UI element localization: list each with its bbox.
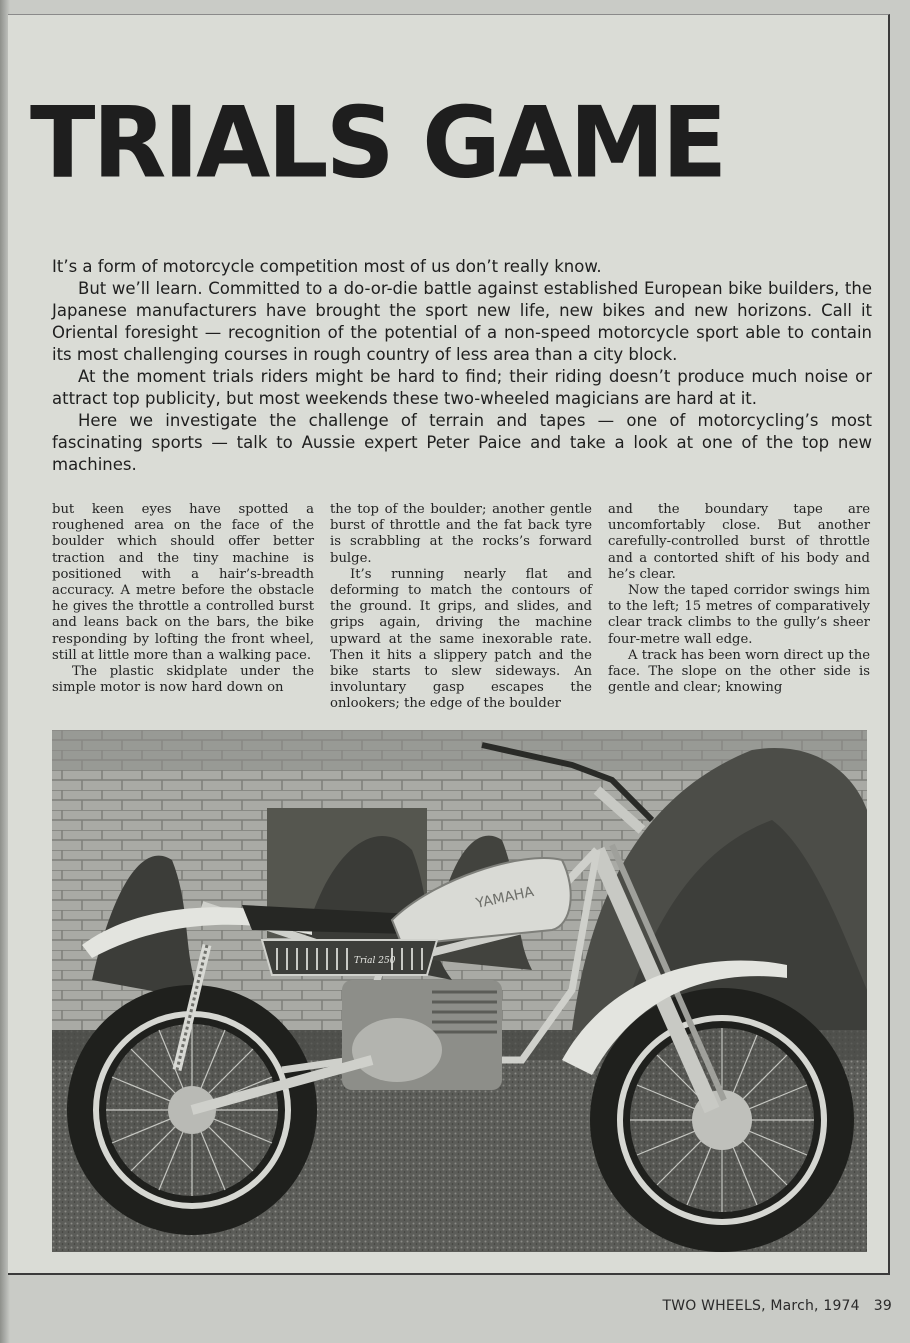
intro-paragraph: It’s a form of motorcycle competition most of us don’t really know. [52,257,602,276]
side-panel-label: Trial 250 [354,956,396,966]
body-column-1 [52,502,314,713]
body-paragraph: Now the taped corridor swings him to the left; 15 metres of comparatively clear track climbs to the gully’s sheer four-metre wall edge. [608,583,870,647]
article-title: TRIALS GAME [30,85,725,201]
body-paragraph: the top of the boulder; another gentle burst of throttle and the fat back tyre is scrabbling at the rocks’s forward bulge. [330,502,592,566]
page-number: 39 [873,1298,892,1314]
intro-paragraph: But we’ll learn. Committed to a do-or-die battle against established European bike builders, the Japanese manufacturers have brought the sport new life, new bikes and new horizons. Call it Oriental foresight — recognition of the potential of a non-speed motorcycle sport able to contain its most challenging courses in rough country of less area than a city block. [52,279,872,364]
body-paragraph: It’s running nearly flat and deforming to match the contours of the ground. It grips, and slides, and grips again, driving the machine upward at the same inexorable rate. Then it hits a slippery patch and the bike starts to slew sideways. An involuntary gasp escapes the onlookers; the edge of the boulder [330,566,592,712]
body-paragraph: and the boundary tape are uncomfortably close. But another carefully-controlled burst of throttle and a contorted shift of his body and he’s clear. [608,502,870,582]
motorcycle-photo [52,730,867,1252]
intro-paragraph: Here we investigate the challenge of terrain and tapes — one of motorcycling’s most fascinating sports — talk to Aussie expert Peter Paice and take a look at one of the top new machines. [52,411,872,474]
body-column-2 [330,502,592,713]
intro-paragraph: At the moment trials riders might be hard to find; their riding doesn’t produce much noise or attract top publicity, but most weekends these two-wheeled magicians are hard at it. [52,367,872,408]
body-paragraph: The plastic skidplate under the simple motor is now hard down on [52,664,314,696]
page-footer [662,1298,892,1314]
tank-label: YAMAHA [474,884,536,912]
body-paragraph: but keen eyes have spotted a roughened area on the face of the boulder which should offer better traction and the tiny machine is positioned with a hair’s-breadth accuracy. A metre before the obstacle he gives the throttle a controlled burst and leans back on the bars, the bike responding by lofting the front wheel, still at little more than a walking pace. [52,502,314,663]
magazine-credit: TWO WHEELS, March, 1974 [662,1298,860,1314]
body-columns [52,502,870,713]
body-paragraph: A track has been worn direct up the face. The slope on the other side is gentle and clear; knowing [608,647,870,696]
body-column-3 [608,502,870,713]
article-intro [52,256,872,476]
